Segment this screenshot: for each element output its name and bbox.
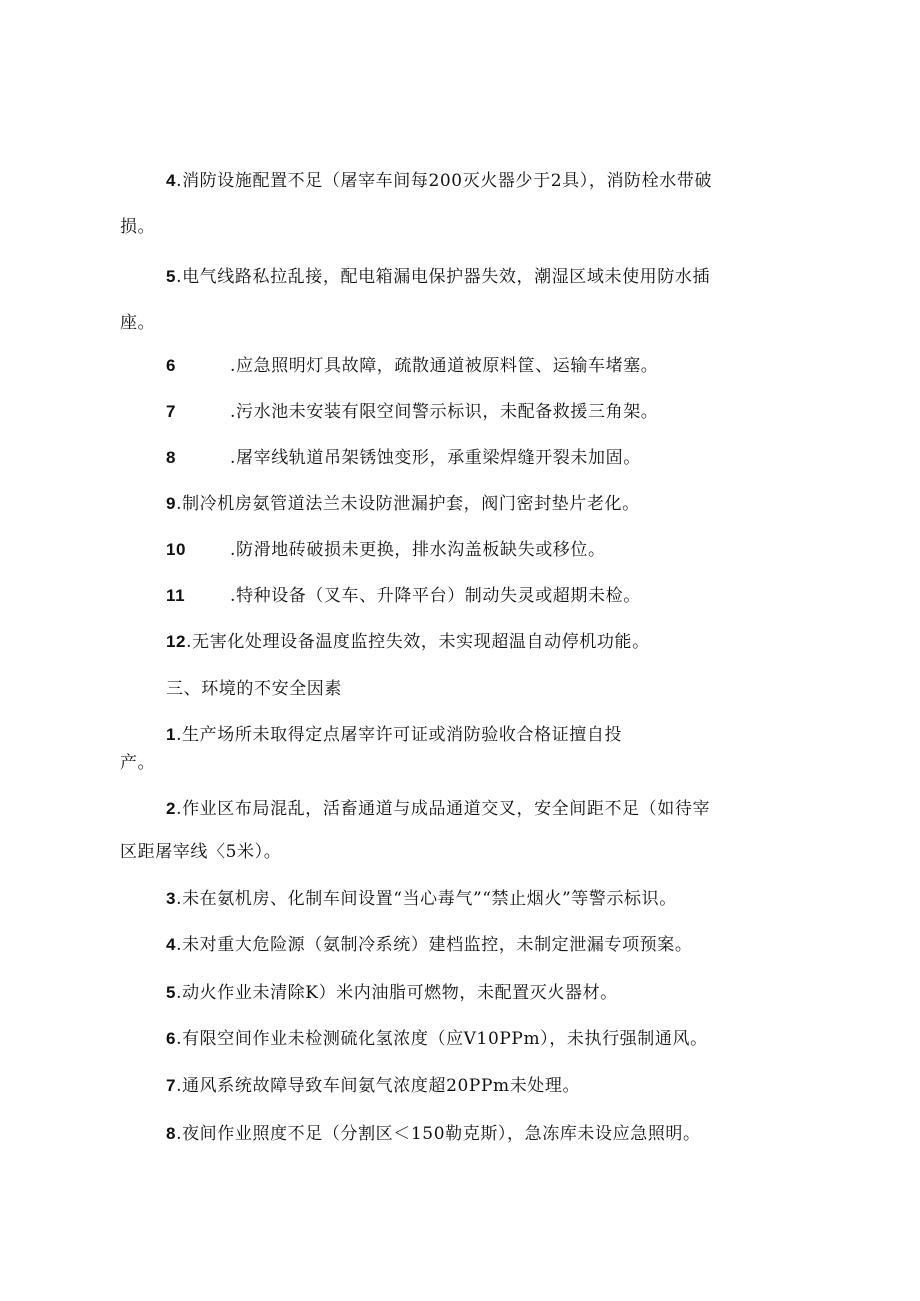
list-item-equipment-6 <box>166 355 658 377</box>
item-number: 5 <box>166 983 177 1002</box>
list-item-environment-7 <box>166 1075 580 1097</box>
item-text: .应急照明灯具故障，疏散通道被原料筐、运输车堵塞。 <box>230 356 659 376</box>
item-text: 夜间作业照度不足（分割区＜150勒克斯），急冻库未设应急照明。 <box>182 1124 701 1144</box>
item-separator: . <box>176 267 183 287</box>
item-number: 11 <box>166 586 186 605</box>
item-separator: . <box>176 983 183 1003</box>
item-number: 3 <box>166 889 177 908</box>
list-item-equipment-8 <box>166 447 641 469</box>
item-number: 7 <box>166 1076 177 1095</box>
list-item-environment-1-continuation: 产。 <box>120 753 156 773</box>
item-separator: . <box>176 171 183 191</box>
list-item-environment-1 <box>166 724 622 746</box>
list-item-environment-2 <box>166 798 710 820</box>
item-number: 7 <box>166 402 177 421</box>
list-item-equipment-4-continuation: 损。 <box>120 217 156 237</box>
item-text: .特种设备（叉车、升降平台）制动失灵或超期未检。 <box>230 586 641 606</box>
item-text: 无害化处理设备温度监控失效，未实现超温自动停机功能。 <box>192 632 650 652</box>
item-number: 8 <box>166 448 177 467</box>
item-separator: . <box>176 889 183 909</box>
item-text: 消防设施配置不足（屠宰车间每200灭火器少于2具），消防栓水带破 <box>182 171 713 191</box>
list-item-environment-4 <box>166 934 692 956</box>
section-heading: 三、环境的不安全因素 <box>166 679 342 699</box>
list-item-equipment-12 <box>166 631 650 653</box>
list-item-environment-3 <box>166 888 677 910</box>
item-separator: . <box>176 1076 183 1096</box>
item-text: 电气线路私拉乱接，配电箱漏电保护器失效，潮湿区域未使用防水插 <box>182 267 711 287</box>
item-text: 动火作业未清除K）米内油脂可燃物，未配置灭火器材。 <box>182 983 618 1003</box>
list-item-equipment-7 <box>166 401 658 423</box>
item-separator: . <box>176 1124 183 1144</box>
item-separator: . <box>176 935 183 955</box>
item-text: .防滑地砖破损未更换，排水沟盖板缺失或移位。 <box>230 540 606 560</box>
item-number: 5 <box>166 267 177 286</box>
list-item-equipment-10 <box>166 539 606 561</box>
item-separator: . <box>176 494 183 514</box>
item-text: .屠宰线轨道吊架锈蚀变形，承重梁焊缝开裂未加固。 <box>230 448 641 468</box>
list-item-equipment-11 <box>166 585 641 607</box>
item-text: 制冷机房氨管道法兰未设防泄漏护套，阀门密封垫片老化。 <box>182 494 640 514</box>
list-item-environment-6 <box>166 1028 708 1050</box>
item-number: 1 <box>166 725 177 744</box>
item-number: 9 <box>166 494 177 513</box>
list-item-equipment-5 <box>166 266 710 288</box>
item-text: 通风系统故障导致车间氨气浓度超20PPm未处理。 <box>182 1076 581 1096</box>
list-item-equipment-9 <box>166 493 640 515</box>
list-item-equipment-5-continuation: 座。 <box>120 313 156 333</box>
list-item-environment-2-continuation: 区距屠宰线〈5米）。 <box>120 842 282 862</box>
item-number: 12 <box>166 632 187 651</box>
item-number: 4 <box>166 171 177 190</box>
item-number: 10 <box>166 540 187 559</box>
item-text: 未对重大危险源（氨制冷系统）建档监控，未制定泄漏专项预案。 <box>182 935 693 955</box>
list-item-environment-5 <box>166 982 618 1004</box>
item-separator: . <box>186 632 193 652</box>
item-text: 有限空间作业未检测硫化氢浓度（应V10PPm），未执行强制通风。 <box>182 1029 708 1049</box>
list-item-equipment-4 <box>166 170 712 192</box>
item-number: 8 <box>166 1124 177 1143</box>
item-separator: . <box>176 725 183 745</box>
item-number: 6 <box>166 1029 177 1048</box>
item-number: 6 <box>166 356 177 375</box>
item-text: 未在氨机房、化制车间设置“当心毒气”“禁止烟火”等警示标识。 <box>182 889 677 909</box>
item-text: 生产场所未取得定点屠宰许可证或消防验收合格证擅自投 <box>182 725 623 745</box>
item-separator: . <box>176 1029 183 1049</box>
item-text: .污水池未安装有限空间警示标识，未配备救援三角架。 <box>230 402 659 422</box>
item-number: 4 <box>166 935 177 954</box>
item-separator: . <box>176 799 183 819</box>
list-item-environment-8 <box>166 1123 701 1145</box>
item-text: 作业区布局混乱，活畜通道与成品通道交叉，安全间距不足（如待宰 <box>182 799 711 819</box>
item-number: 2 <box>166 799 177 818</box>
